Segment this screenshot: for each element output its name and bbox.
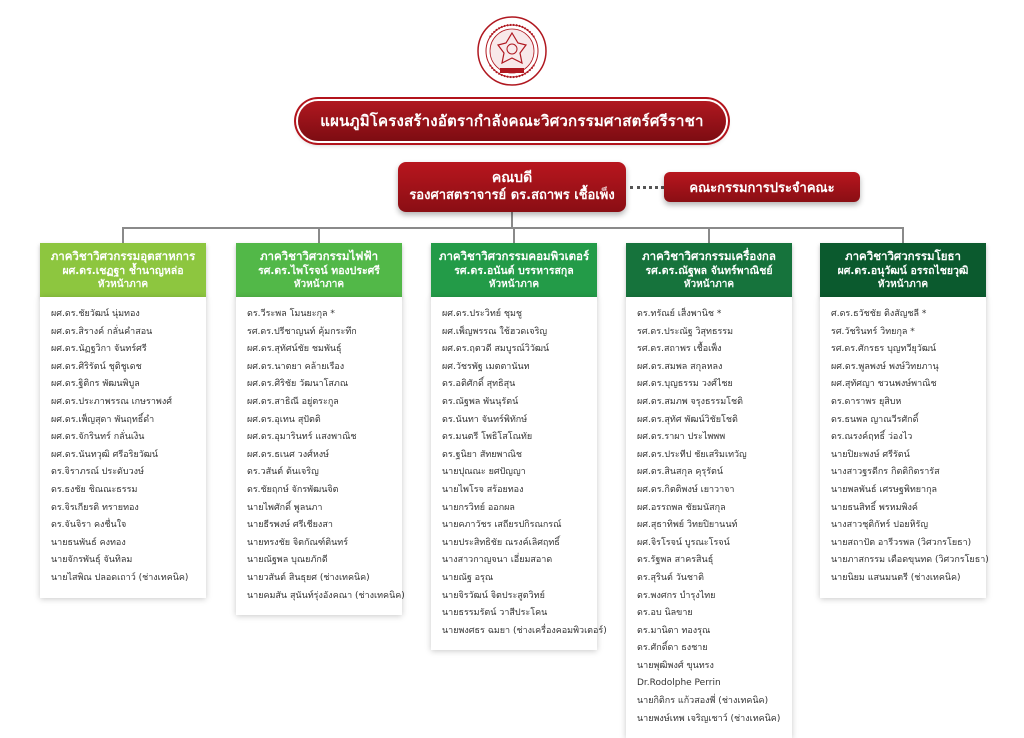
department-civil <box>820 243 989 598</box>
list-item: ผศ.ดร.ประทีป ชัยเสริมเทวัญ <box>637 449 747 460</box>
list-item: นายสถาปัต อารีวรพล (วิศวกรโยธา) <box>831 537 972 548</box>
list-item: นายธนพันธ์ คงทอง <box>51 537 126 548</box>
department-name: ภาควิชาวิศวกรรมเครื่องกล <box>642 249 776 263</box>
list-item: ดร.อบ นิลขาย <box>637 608 693 619</box>
department-industrial <box>40 243 206 598</box>
list-item: ผศ.ดร.นัฏฐวิกา จันทร์ศรี <box>51 344 147 355</box>
list-item: นายธีรพงษ์ ศรีเชียงสา <box>247 520 333 531</box>
list-item: ผศ.เพ็ญพรรณ ใช้ฮวดเจริญ <box>442 326 548 337</box>
dean-label: คณบดี <box>491 170 533 186</box>
department-head-role: หัวหน้าภาค <box>683 279 735 290</box>
connector-dean-down <box>511 212 513 228</box>
list-item: ผศ.ดร.เพ็ญสุดา พันฤทธิ์ดำ <box>51 414 155 425</box>
list-item: ดร.วีระพล โมนยะกุล * <box>247 309 335 319</box>
list-item: นายพุฒิพงศ์ ขุนทรง <box>637 660 714 671</box>
list-item: นายณัฐพล บุณยภักดี <box>247 555 328 566</box>
list-item: นายพงษ์เทพ เจริญเชาว์ (ช่างเทคนิค) <box>637 713 781 724</box>
list-item: ผศ.ดร.บุญธรรม วงศ์ไชย <box>637 379 733 390</box>
list-item: ดร.ฐนิยา สัทยพาณิช <box>442 449 522 460</box>
list-item: ผศ.ดร.ประวิทย์ ชุมชู <box>442 309 523 319</box>
list-item: ผศ.ดร.สิรางค์ กลั่นคำสอน <box>51 326 153 337</box>
list-item: นางสาวกาญจนา เอี่ยมสอาด <box>442 555 553 566</box>
list-item: ผศ.สุทัศญา ชวนพงษ์พาณิช <box>831 379 937 390</box>
list-item: ผศ.ดร.อุมารินทร์ แสงพาณิช <box>247 432 357 443</box>
list-item: ดร.นันทา จันทร์พิทักษ์ <box>442 414 528 425</box>
list-item: นายภาสกรรม เดือดขุนทด (วิศวกรโยธา) <box>831 555 989 566</box>
list-item: ผศ.ดร.สมภพ จรุงธรรมโชติ <box>637 396 743 407</box>
department-header <box>40 243 206 297</box>
list-item: นายจักรพันธุ์ จันทิลม <box>51 555 133 566</box>
staff-list <box>431 297 607 650</box>
list-item: ดร.พงศกร บำรุงไทย <box>637 590 716 601</box>
list-item: ดร.มานิตา ทองรุณ <box>637 625 711 636</box>
list-item: ดร.จิรเกียรติ ทรายทอง <box>51 502 139 513</box>
department-head-name: รศ.ดร.อนันต์ บรรหารสกุล <box>454 265 574 277</box>
list-item: นายไพโรจ สร้อยทอง <box>442 484 524 495</box>
list-item: นายธรรมรัตน์ วาสีประโคน <box>442 608 548 619</box>
department-name: ภาควิชาวิศวกรรมอุตสาหการ <box>50 249 196 263</box>
list-item: นายพลพันธ์ เศรษฐพิทยากุล <box>831 484 938 495</box>
department-head-name: ผศ.ดร.อนุวัฒน์ อรรถไชยวุฒิ <box>837 265 969 277</box>
list-item: ผศ.ดร.ชัยวัฒน์ นุ่มทอง <box>51 309 140 319</box>
list-item: รศ.ดร.ปรีชาญนท์ คุ้มกระทึก <box>247 326 357 337</box>
list-item: ผศ.ดร.กิตติพงษ์ เยาวาจา <box>637 484 735 495</box>
list-item: รศ.ดร.สถาพร เชื้อเพ็ง <box>637 344 722 355</box>
department-head-name: ผศ.ดร.เชฏฐา ช้ำนาญหล่อ <box>62 265 184 277</box>
department-header <box>626 243 792 297</box>
list-item: นายประสิทธิชัย ณรงค์เลิศฤทธิ์ <box>442 537 560 548</box>
list-item: ดร.วสันต์ ต้นเจริญ <box>247 467 319 478</box>
department-computer <box>431 243 607 650</box>
department-head-role: หัวหน้าภาค <box>97 279 149 290</box>
staff-list <box>626 297 792 738</box>
list-item: นายณัฐ อรุณ <box>442 572 494 583</box>
list-item: ผศ.ดร.ธเนศ วงศ์หงษ์ <box>247 449 330 460</box>
list-item: นายธนสิทธิ์ พรหมพิงค์ <box>831 502 918 513</box>
staff-list <box>40 297 206 598</box>
list-item: ผศ.ดร.นาตยา คล้ายเรือง <box>247 361 345 372</box>
list-item: ดร.ณรงค์ฤทธิ์ ว่องไว <box>831 432 913 443</box>
list-item: ผศ.วัชรพัฐ เมตตานันท <box>442 361 530 372</box>
list-item: ผศ.ดร.อุเทน สุปัตติ <box>247 414 321 425</box>
list-item: นายคมสัน สุนันท์รุ่งอังคณา (ช่างเทคนิค) <box>247 590 405 601</box>
list-item: นางสาวฐรดีกร กิตติกิตรารัส <box>831 467 940 478</box>
department-electrical <box>236 243 405 615</box>
dean-name: รองศาสตราจารย์ ดร.สถาพร เชื้อเพ็ง <box>409 188 615 203</box>
department-mechanical <box>626 243 792 738</box>
list-item: ดร.ทรัณย์ เส็งพานิช * <box>637 309 722 319</box>
list-item: ดร.ชัยฤกษ์ จักรพัฒนจิต <box>247 484 339 495</box>
list-item: นายกิติกร แก้วสองพี่ (ช่างเทคนิค) <box>637 696 769 707</box>
connector-dept-2 <box>318 227 320 243</box>
list-item: นายกรวิทย์ ออกผล <box>442 502 515 513</box>
department-head-name: รศ.ดร.ณัฐพล จันทร์พาณิชย์ <box>645 265 773 277</box>
connector-dept-1 <box>122 227 124 243</box>
list-item: ดร.สุรินต์ วันชาติ <box>637 572 704 583</box>
list-item: ผศ.ดร.สาธิณี อยู่ตระกูล <box>247 396 339 407</box>
list-item: ผศ.ดร.สุทัศ พัฒน์วิชัยโชติ <box>637 414 738 425</box>
list-item: นายคภาวัชร เสถียรปกิรณกรณ์ <box>442 520 562 531</box>
list-item: รศ.วัชรินทร์ วิทยกุล * <box>831 326 915 337</box>
staff-list <box>236 297 405 615</box>
list-item: ผศ.ดร.พูลพงษ์ พงษ์วิทยภานุ <box>831 361 939 372</box>
list-item: ผศ.ดร.ฐิติกร พัฒนพิบูล <box>51 379 140 390</box>
list-item: นางสาวชุติกัทร์ ปอยหิรัญ <box>831 520 929 531</box>
list-item: นายวสันต์ สินธุยศ (ช่างเทคนิค) <box>247 572 370 583</box>
list-item: นายจิรวัฒน์ จิตประสูตวิทย์ <box>442 590 545 601</box>
department-name: ภาควิชาวิศวกรรมโยธา <box>845 249 961 263</box>
department-header <box>820 243 986 297</box>
list-item: นายนิยม แสนมนตรี (ช่างเทคนิค) <box>831 572 961 583</box>
list-item: ผศ.ดร.ศิริชัย วัฒนาโสภณ <box>247 379 349 390</box>
list-item: นายปิยะพงษ์ ศรีรัตน์ <box>831 449 910 460</box>
list-item: นายปุณณะ ยศปัญญา <box>442 467 526 478</box>
list-item: ดร.จันจิรา คงชื่นใจ <box>51 520 127 531</box>
list-item: นายไสพิณ ปลอดเถาว์ (ช่างเทคนิค) <box>51 572 189 583</box>
dotted-link <box>630 186 664 189</box>
dean-box <box>398 162 626 212</box>
faculty-seal-icon <box>476 15 548 87</box>
department-header <box>236 243 402 297</box>
list-item: ดร.ธนพล ญาณวีรศักดิ์ <box>831 414 919 425</box>
list-item: นายไพศักดิ์ พูลนภา <box>247 502 323 513</box>
list-item: นายทรงชัย จิตกัณฑ์ตินทร์ <box>247 537 349 548</box>
department-head-name: รศ.ดร.ไพโรจน์ ทองประศรี <box>258 265 380 277</box>
list-item: ผศ.ดร.สุทัศน์ชัย ชมพันธุ์ <box>247 344 342 355</box>
list-item: ผศ.ดร.สินสกุล คุรุรัตน์ <box>637 467 724 478</box>
department-head-role: หัวหน้าภาค <box>877 279 929 290</box>
committee-box: คณะกรรมการประจำคณะ <box>664 172 860 202</box>
list-item: ดร.รัฐพล สาครสินธุ์ <box>637 555 714 566</box>
department-name: ภาควิชาวิศวกรรมไฟฟ้า <box>259 249 379 263</box>
connector-dept-3 <box>513 227 515 243</box>
list-item: ดร.ศักดิ์ดา ธงชาย <box>637 643 708 654</box>
list-item: ผศ.อรรถพล ชัยมนัสกุล <box>637 502 726 513</box>
list-item: Dr.Rodolphe Perrin <box>637 678 721 689</box>
list-item: ผศ.ดร.ประภาพรรณ เกษราพงศ์ <box>51 396 172 407</box>
list-item: ดร.จิราภรณ์ ประดับวงษ์ <box>51 467 144 478</box>
staff-list <box>820 297 989 598</box>
department-header <box>431 243 597 297</box>
connector-dept-4 <box>708 227 710 243</box>
department-head-role: หัวหน้าภาค <box>488 279 540 290</box>
list-item: ผศ.จิรโรจน์ บูรณะโรจน์ <box>637 537 730 548</box>
list-item: ผศ.ดร.ราผา ประไพพพ <box>637 432 726 443</box>
list-item: รศ.ดร.ประณัฐ วิสุทธรรม <box>637 326 734 337</box>
list-item: ผศ.สุธาทิพย์ วิทยปิยานนท์ <box>637 520 738 531</box>
list-item: ผศ.ดร.จักรินทร์ กลั่นเงิน <box>51 432 145 443</box>
list-item: ผศ.ดร.นันทวุฒิ ศรีอริยวัฒน์ <box>51 449 159 460</box>
list-item: ดร.ดาราพร ยุสิบห <box>831 396 902 407</box>
connector-dept-5 <box>902 227 904 243</box>
list-item: ดร.มนตรี โพธิโสโณทัย <box>442 432 533 443</box>
chart-title: แผนภูมิโครงสร้างอัตรากำลังคณะวิศวกรรมศาสตร์ศรีราชา <box>298 101 726 141</box>
list-item: ดร.ณัฐพล พันนุรัตน์ <box>442 396 519 407</box>
list-item: ผศ.ดร.ฤตวดี สมบูรณ์วิวัฒน์ <box>442 344 550 355</box>
list-item: ผศ.ดร.สมพล สกุลหลง <box>637 361 723 372</box>
list-item: นายพงศธร ฉมยา (ช่างเครื่องคอมพิวเตอร์) <box>442 625 607 636</box>
list-item: ผศ.ดร.ศิริรัตน์ ชุติชูเดช <box>51 361 142 372</box>
list-item: ศ.ดร.ธวัชชัย ติงสัญชลี * <box>831 309 927 319</box>
list-item: รศ.ดร.ศักรธร บุญทวียุวัฒน์ <box>831 344 937 355</box>
list-item: ดร.อติศักดิ์ สุทธิสุน <box>442 379 516 390</box>
department-name: ภาควิชาวิศวกรรมคอมพิวเตอร์ <box>438 249 590 263</box>
department-head-role: หัวหน้าภาค <box>293 279 345 290</box>
list-item: ดร.ธงชัย ชิณณะธรรม <box>51 484 138 495</box>
